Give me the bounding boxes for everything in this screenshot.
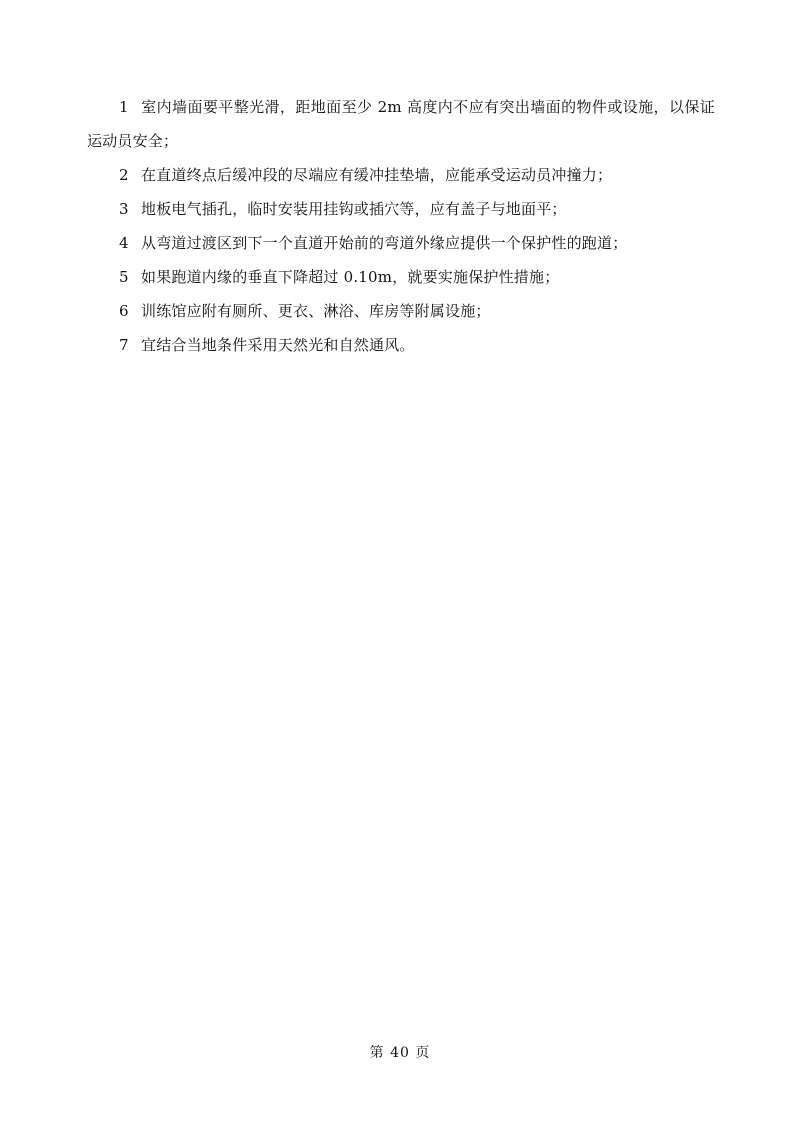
item-text: 从弯道过渡区到下一个直道开始前的弯道外缘应提供一个保护性的跑道； xyxy=(141,234,628,252)
item-text: 在直道终点后缓冲段的尽端应有缓冲挂垫墙，应能承受运动员冲撞力； xyxy=(141,166,613,184)
list-item xyxy=(87,192,715,226)
item-number: 6 xyxy=(119,302,129,320)
item-text: 如果跑道内缘的垂直下降超过 0.10m，就要实施保护性措施； xyxy=(141,268,560,286)
list-item xyxy=(87,158,715,192)
list-item xyxy=(87,90,715,158)
list-item xyxy=(87,294,715,328)
item-number: 5 xyxy=(119,268,129,286)
item-text: 训练馆应附有厕所、更衣、淋浴、库房等附属设施； xyxy=(141,302,491,320)
item-text: 地板电气插孔，临时安装用挂钩或插穴等，应有盖子与地面平； xyxy=(141,200,567,218)
item-number: 2 xyxy=(119,166,129,184)
item-number: 3 xyxy=(119,200,129,218)
list-item xyxy=(87,226,715,260)
requirements-list xyxy=(87,90,715,362)
page-number: 第 40 页 xyxy=(369,1045,431,1061)
list-item xyxy=(87,260,715,294)
item-number: 7 xyxy=(119,336,129,354)
item-text: 宜结合当地条件采用天然光和自然通风。 xyxy=(141,336,415,354)
list-item xyxy=(87,328,715,362)
item-number: 1 xyxy=(119,98,129,116)
item-number: 4 xyxy=(119,234,129,252)
item-text: 室内墙面要平整光滑，距地面至少 2m 高度内不应有突出墙面的物件或设施，以保证运动员安全； xyxy=(87,98,715,150)
